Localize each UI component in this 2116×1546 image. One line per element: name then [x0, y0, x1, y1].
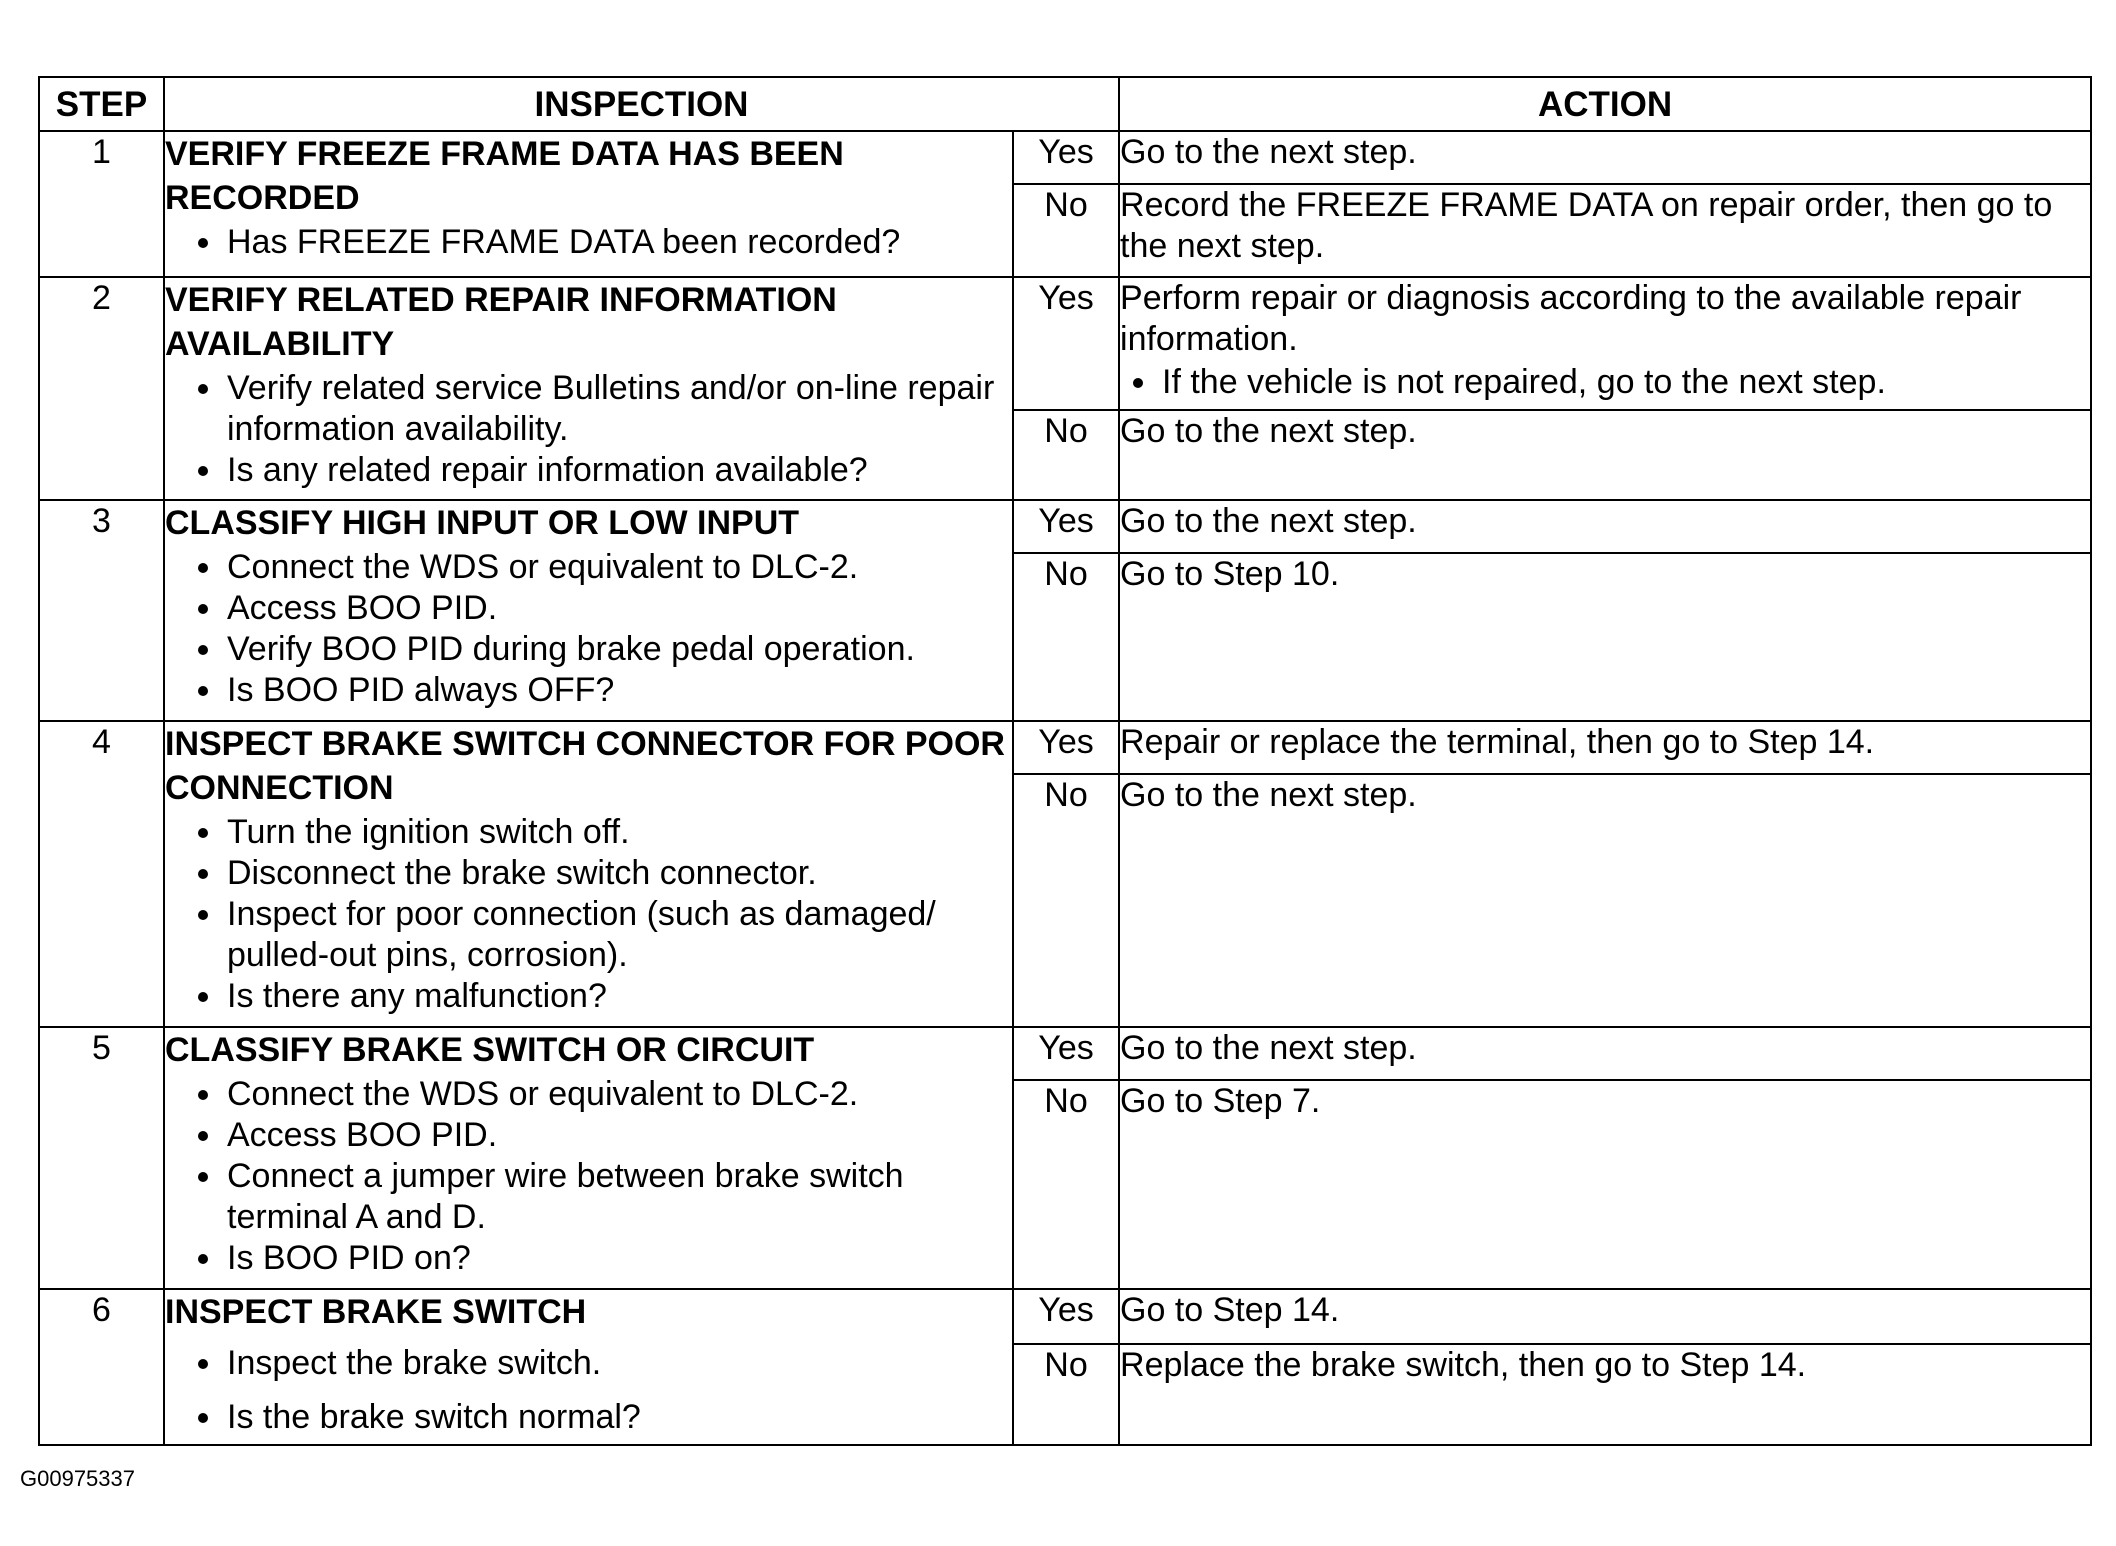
- yes-label: Yes: [1013, 1027, 1119, 1080]
- yes-action: Go to the next step.: [1119, 1027, 2091, 1080]
- inspection-bullet: • Disconnect the brake switch connector.: [225, 853, 1012, 894]
- no-action: Go to Step 7.: [1119, 1080, 2091, 1289]
- no-label: No: [1013, 774, 1119, 1027]
- inspection-bullet: • Verify BOO PID during brake pedal operation.: [225, 629, 1012, 670]
- figure-id: G00975337: [20, 1466, 135, 1491]
- yes-label: Yes: [1013, 1289, 1119, 1344]
- no-action: Record the FREEZE FRAME DATA on repair order, then go to the next step.: [1119, 184, 2091, 277]
- inspection-title: INSPECT BRAKE SWITCH CONNECTOR FOR POOR CONNECTION: [165, 725, 1005, 807]
- inspection-bullet: • Connect the WDS or equivalent to DLC-2.: [225, 1074, 1012, 1115]
- yes-action-text: Perform repair or diagnosis according to the available repair information.: [1120, 279, 2022, 358]
- inspection-bullet: • Is the brake switch normal?: [225, 1390, 1012, 1444]
- no-label: No: [1013, 410, 1119, 500]
- inspection-cell: [164, 721, 1013, 1027]
- step-number: 3: [39, 500, 164, 721]
- inspection-cell: [164, 1289, 1013, 1445]
- inspection-title: INSPECT BRAKE SWITCH: [165, 1293, 587, 1331]
- inspection-bullet: • Is there any malfunction?: [225, 976, 1012, 1017]
- no-label: No: [1013, 1080, 1119, 1289]
- inspection-title: VERIFY FREEZE FRAME DATA HAS BEEN RECORDED: [165, 135, 844, 217]
- step-4-yes-row: [39, 721, 2091, 774]
- yes-label: Yes: [1013, 277, 1119, 410]
- inspection-bullet: • Access BOO PID.: [225, 1115, 1012, 1156]
- inspection-bullets: [165, 222, 1012, 263]
- inspection-cell: [164, 500, 1013, 721]
- yes-action-bullets: [1120, 362, 2090, 403]
- inspection-bullets: [165, 1074, 1012, 1279]
- no-label: No: [1013, 184, 1119, 277]
- inspection-bullet: • Connect a jumper wire between brake switch terminal A and D.: [225, 1156, 1012, 1238]
- step-2-yes-row: [39, 277, 2091, 410]
- step-number: 5: [39, 1027, 164, 1289]
- yes-action: Repair or replace the terminal, then go to Step 14.: [1119, 721, 2091, 774]
- inspection-bullet: • Access BOO PID.: [225, 588, 1012, 629]
- no-action: Go to the next step.: [1119, 410, 2091, 500]
- inspection-bullets: [165, 1336, 1012, 1444]
- step-5-yes-row: [39, 1027, 2091, 1080]
- inspection-bullet: • Connect the WDS or equivalent to DLC-2.: [225, 547, 1012, 588]
- yes-action: Go to Step 14.: [1119, 1289, 2091, 1344]
- step-number: 4: [39, 721, 164, 1027]
- inspection-bullet: • Is any related repair information available?: [225, 450, 1012, 491]
- inspection-bullets: [165, 812, 1012, 1017]
- step-6-yes-row: [39, 1289, 2091, 1344]
- inspection-title: VERIFY RELATED REPAIR INFORMATION AVAILABILITY: [165, 281, 837, 363]
- no-action: Replace the brake switch, then go to Step 14.: [1119, 1344, 2091, 1445]
- inspection-bullet: • Has FREEZE FRAME DATA been recorded?: [225, 222, 1012, 263]
- header-inspection: INSPECTION: [164, 77, 1119, 131]
- yes-action-bullet: • If the vehicle is not repaired, go to the next step.: [1160, 362, 2090, 403]
- step-3-yes-row: [39, 500, 2091, 553]
- inspection-bullet: • Inspect the brake switch.: [225, 1336, 1012, 1390]
- inspection-title: CLASSIFY HIGH INPUT OR LOW INPUT: [165, 504, 800, 542]
- inspection-bullet: • Turn the ignition switch off.: [225, 812, 1012, 853]
- inspection-title: CLASSIFY BRAKE SWITCH OR CIRCUIT: [165, 1031, 815, 1069]
- yes-action: Go to the next step.: [1119, 500, 2091, 553]
- step-1-yes-row: [39, 131, 2091, 184]
- inspection-cell: [164, 1027, 1013, 1289]
- inspection-bullet: • Inspect for poor connection (such as damaged/ pulled-out pins, corrosion).: [225, 894, 1012, 976]
- no-action: Go to Step 10.: [1119, 553, 2091, 721]
- header-step: STEP: [39, 77, 164, 131]
- inspection-bullet: • Is BOO PID always OFF?: [225, 670, 1012, 711]
- diagnostic-table: [38, 76, 2092, 1446]
- inspection-bullet: • Verify related service Bulletins and/or on-line repair information availability.: [225, 368, 1012, 450]
- table-body: [39, 131, 2091, 1445]
- header-action: ACTION: [1119, 77, 2091, 131]
- inspection-bullets: [165, 368, 1012, 491]
- no-action: Go to the next step.: [1119, 774, 2091, 1027]
- inspection-cell: [164, 277, 1013, 500]
- inspection-bullets: [165, 547, 1012, 711]
- yes-action: Go to the next step.: [1119, 131, 2091, 184]
- step-number: 1: [39, 131, 164, 277]
- yes-label: Yes: [1013, 131, 1119, 184]
- no-label: No: [1013, 553, 1119, 721]
- yes-action: [1119, 277, 2091, 410]
- no-label: No: [1013, 1344, 1119, 1445]
- step-number: 6: [39, 1289, 164, 1445]
- step-number: 2: [39, 277, 164, 500]
- yes-label: Yes: [1013, 721, 1119, 774]
- header-row: [39, 77, 2091, 131]
- inspection-cell: [164, 131, 1013, 277]
- yes-label: Yes: [1013, 500, 1119, 553]
- inspection-bullet: • Is BOO PID on?: [225, 1238, 1012, 1279]
